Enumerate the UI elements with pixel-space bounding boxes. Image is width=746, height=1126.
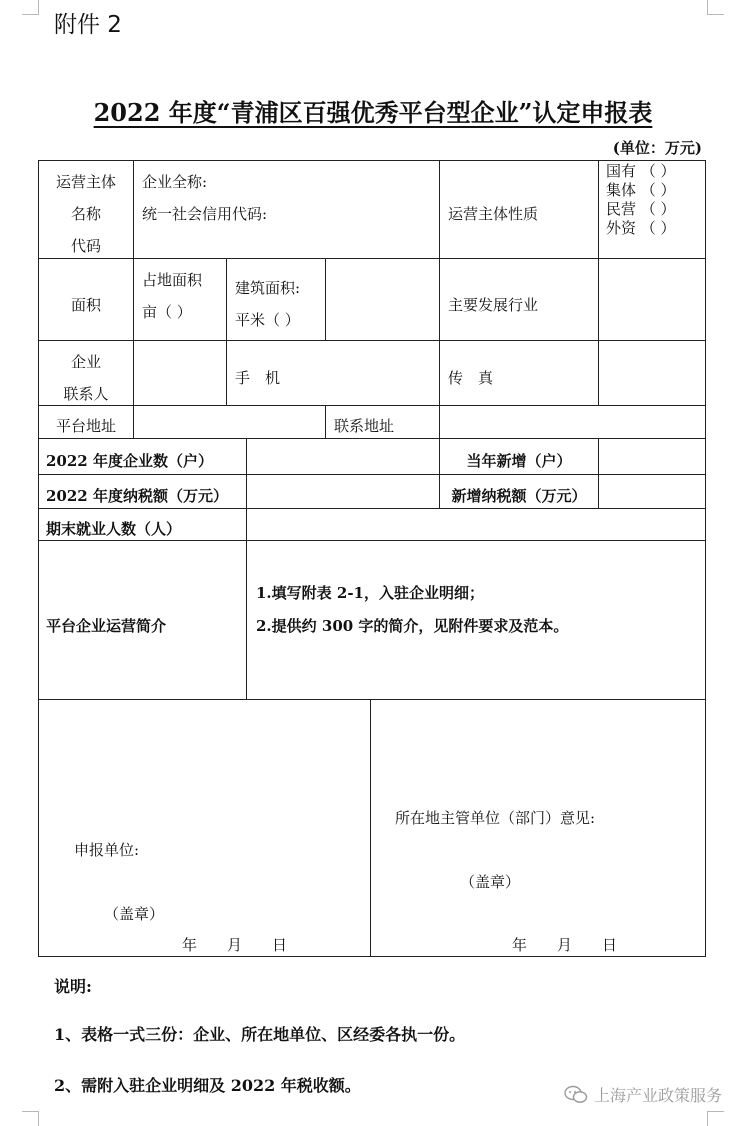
brief-instruction-1: 1.填写附表 2-1，入驻企业明细；	[256, 584, 484, 602]
wechat-icon	[564, 1085, 588, 1105]
table-border-right	[705, 160, 706, 957]
row-divider	[38, 474, 706, 475]
row-divider	[38, 258, 706, 259]
col-divider	[439, 160, 440, 406]
entity-label-line-3: 代码	[70, 237, 101, 255]
brief-label: 平台企业运营简介	[46, 617, 167, 635]
watermark	[564, 1083, 722, 1106]
note-item-1: 1、表格一式三份：企业、所在地单位、区经委各执一份。	[54, 1025, 466, 1044]
authority-opinion-label: 所在地主管单位（部门）意见:	[395, 809, 596, 827]
contact-address-label: 联系地址	[334, 417, 395, 435]
corner-mark-top-left	[22, 0, 39, 15]
building-area-label: 建筑面积:	[235, 279, 301, 297]
col-divider	[226, 258, 227, 406]
row-divider	[38, 340, 706, 341]
nature-option-private: 民营 （ ）	[606, 200, 676, 218]
area-label: 面积	[70, 296, 101, 314]
nature-option-foreign: 外资 （ ）	[606, 219, 676, 237]
date-right: 年 月 日	[512, 936, 618, 954]
tax-amount-label: 2022 年度纳税额（万元）	[46, 487, 228, 505]
row-divider	[38, 508, 706, 509]
new-this-year-label: 当年新增（户）	[466, 452, 572, 470]
table-border-top	[38, 160, 706, 161]
page-title: 2022 年度“青浦区百强优秀平台型企业”认定申报表	[93, 98, 653, 127]
land-area-unit: 亩（ ）	[142, 303, 192, 321]
credit-code-label: 统一社会信用代码:	[142, 205, 268, 223]
row-divider	[38, 405, 706, 406]
building-area-unit: 平米（ ）	[235, 311, 300, 329]
seal-right: （盖章）	[460, 873, 521, 891]
row-divider	[38, 438, 706, 439]
date-left: 年 月 日	[182, 936, 288, 954]
enterprise-count-label: 2022 年度企业数（户）	[46, 452, 213, 470]
col-divider	[439, 405, 440, 439]
employees-label: 期末就业人数（人）	[46, 520, 182, 538]
watermark-text: 上海产业政策服务	[593, 1086, 722, 1105]
main-industry-label: 主要发展行业	[448, 296, 539, 314]
applicant-label: 申报单位:	[74, 841, 140, 859]
col-divider	[598, 438, 599, 509]
attachment-label: 附件 2	[54, 12, 122, 38]
entity-label-line-2: 名称	[70, 205, 101, 223]
row-divider	[38, 540, 706, 541]
corner-mark-bottom-right	[707, 1111, 724, 1126]
entity-nature-label: 运营主体性质	[448, 205, 539, 223]
nature-option-state: 国有 （ ）	[606, 162, 676, 180]
table-border-bottom	[38, 956, 706, 957]
col-divider	[325, 258, 326, 340]
unit-note: (单位：万元)	[612, 139, 702, 157]
new-tax-amount-label: 新增纳税额（万元）	[451, 487, 587, 505]
land-area-label: 占地面积	[142, 271, 203, 289]
brief-instruction-2: 2.提供约 300 字的简介，见附件要求及范本。	[256, 617, 569, 635]
note-item-2: 2、需附入驻企业明细及 2022 年税收额。	[54, 1076, 361, 1095]
contact-label-line-1: 企业	[70, 353, 101, 371]
company-full-name-label: 企业全称:	[142, 173, 208, 191]
platform-address-label: 平台地址	[55, 417, 116, 435]
col-divider	[133, 405, 134, 439]
table-border-left	[38, 160, 39, 957]
col-divider	[325, 405, 326, 439]
col-divider	[246, 438, 247, 700]
corner-mark-bottom-left	[22, 1111, 39, 1126]
nature-option-collective: 集体 （ ）	[606, 181, 676, 199]
col-divider	[133, 160, 134, 406]
col-divider	[598, 160, 599, 406]
seal-left: （盖章）	[104, 905, 165, 923]
row-divider	[38, 699, 706, 700]
fax-label: 传 真	[448, 369, 494, 387]
corner-mark-top-right	[707, 0, 724, 15]
notes-title: 说明:	[54, 977, 92, 996]
contact-label-line-2: 联系人	[63, 385, 109, 403]
entity-label-line-1: 运营主体	[55, 173, 116, 191]
col-divider	[370, 699, 371, 957]
mobile-label: 手 机	[235, 369, 281, 387]
